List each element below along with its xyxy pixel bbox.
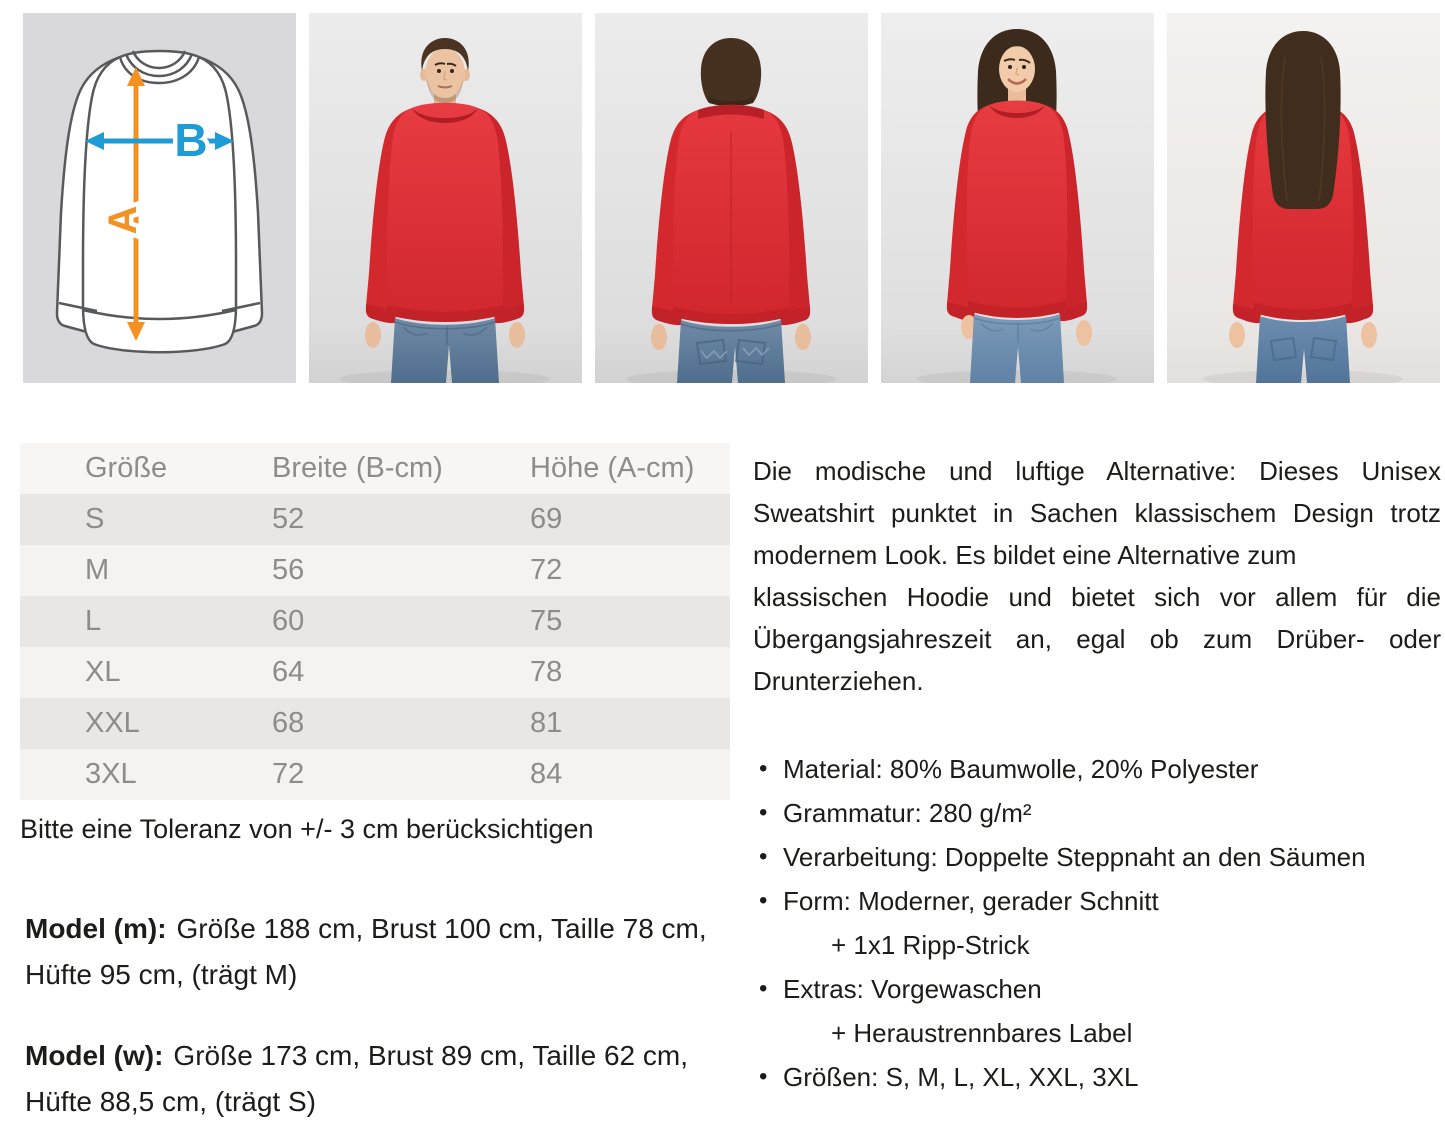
photo-man-back — [595, 13, 868, 383]
photo-woman-front — [881, 13, 1154, 383]
feature-text: Größen: S, M, L, XL, XXL, 3XL — [783, 1062, 1139, 1092]
woman-back-hair — [1265, 31, 1340, 209]
height-value: 72 — [530, 545, 730, 596]
width-value: 56 — [272, 545, 530, 596]
feature-continuation: + Heraustrennbares Label — [831, 1018, 1133, 1048]
column-header-width: Breite (B-cm) — [272, 443, 530, 494]
size-table — [20, 443, 730, 800]
size-label: XL — [20, 647, 272, 698]
feature-item — [753, 835, 1441, 879]
model-w-info — [25, 1033, 725, 1125]
man-jeans — [391, 318, 499, 383]
model-m-info — [25, 906, 725, 998]
column-header-height: Höhe (A-cm) — [530, 443, 730, 494]
feature-text: Verarbeitung: Doppelte Steppnaht an den Säumen — [783, 842, 1366, 872]
man-back-jeans — [677, 320, 785, 383]
feature-item — [753, 791, 1441, 835]
height-value: 81 — [530, 698, 730, 749]
feature-list — [753, 747, 1441, 1099]
size-label: S — [20, 494, 272, 545]
width-value: 64 — [272, 647, 530, 698]
tolerance-note: Bitte eine Toleranz von +/- 3 cm berücksichtigen — [20, 814, 594, 844]
model-m-label: Model (m): — [25, 913, 167, 944]
height-value: 69 — [530, 494, 730, 545]
woman-sweatshirt-body — [967, 101, 1068, 318]
size-row-L — [20, 596, 730, 647]
size-row-S — [20, 494, 730, 545]
diagram-body — [83, 51, 236, 352]
size-table-header-row — [20, 443, 730, 494]
feature-text: Form: Moderner, gerader Schnitt — [783, 886, 1159, 916]
diagram-label-b: B — [174, 114, 208, 166]
size-diagram — [23, 13, 296, 383]
width-value: 72 — [272, 749, 530, 800]
size-row-M — [20, 545, 730, 596]
photo-woman-back — [1167, 13, 1440, 383]
model-m-text: Größe 188 cm, Brust 100 cm, Taille 78 cm, Hüfte 95 cm, (trägt M) — [25, 913, 707, 990]
product-gallery — [23, 13, 1440, 383]
height-value: 78 — [530, 647, 730, 698]
man-sweatshirt-body — [387, 103, 503, 322]
diagram-label-a: A — [101, 205, 145, 235]
size-row-3XL — [20, 749, 730, 800]
feature-item — [753, 1055, 1441, 1099]
feature-text: Extras: Vorgewaschen — [783, 974, 1042, 1004]
product-details — [753, 450, 1441, 1099]
description-line: Sweatshirt punktet in Sachen klassischem Design trotz — [753, 498, 1441, 528]
woman-back-photo — [1167, 13, 1440, 383]
feature-text: Material: 80% Baumwolle, 20% Polyester — [783, 754, 1259, 784]
product-description — [753, 450, 1441, 702]
description-line: klassischen Hoodie und bietet sich vor allem für die — [753, 582, 1441, 612]
feature-item — [753, 967, 1441, 1055]
feature-item — [753, 747, 1441, 791]
description-line: Übergangsjahreszeit an, egal ob zum Drüber- oder — [753, 624, 1441, 654]
size-row-XXL — [20, 698, 730, 749]
photo-man-front — [309, 13, 582, 383]
man-back-photo — [595, 13, 868, 383]
column-header-size: Größe — [20, 443, 272, 494]
size-row-XL — [20, 647, 730, 698]
feature-item — [753, 879, 1441, 967]
model-w-label: Model (w): — [25, 1040, 164, 1071]
height-value: 84 — [530, 749, 730, 800]
feature-text: Grammatur: 280 g/m² — [783, 798, 1032, 828]
size-label: XXL — [20, 698, 272, 749]
width-value: 52 — [272, 494, 530, 545]
feature-continuation: + 1x1 Ripp-Strick — [831, 930, 1030, 960]
size-label: M — [20, 545, 272, 596]
width-value: 68 — [272, 698, 530, 749]
woman-front-photo — [881, 13, 1154, 383]
size-table-body — [20, 494, 730, 800]
model-w-text: Größe 173 cm, Brust 89 cm, Taille 62 cm, Hüfte 88,5 cm, (trägt S) — [25, 1040, 688, 1117]
size-label: 3XL — [20, 749, 272, 800]
size-diagram-panel — [23, 13, 296, 383]
description-line: Drunterziehen. — [753, 666, 924, 696]
width-value: 60 — [272, 596, 530, 647]
description-line: modernem Look. Es bildet eine Alternative zum — [753, 540, 1297, 570]
man-back-hair — [701, 38, 761, 103]
height-value: 75 — [530, 596, 730, 647]
size-label: L — [20, 596, 272, 647]
description-line: Die modische und luftige Alternative: Dieses Unisex — [753, 456, 1441, 486]
man-front-photo — [309, 13, 582, 383]
